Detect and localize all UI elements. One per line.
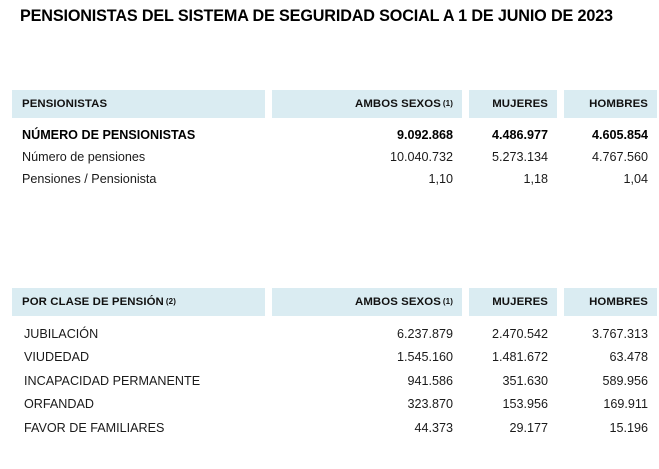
cell-mujeres: 29.177: [509, 420, 548, 435]
table-row: [12, 393, 650, 417]
cell-hombres: 589.956: [602, 373, 648, 388]
column-header-pensionistas: [12, 90, 265, 118]
cell-mujeres: 1.481.672: [491, 350, 548, 365]
clase-de-pension-table: [12, 288, 650, 440]
column-header-mujeres-label: MUJERES: [492, 98, 548, 110]
pensionistas-table: [12, 90, 650, 190]
column-header-ambos-sexos-label: AMBOS SEXOS: [355, 296, 441, 308]
column-header-clase-de-pension-label: POR CLASE DE PENSIÓN: [22, 296, 164, 308]
table-header-row: [12, 288, 650, 316]
cell-hombres: 4.767.560: [591, 150, 648, 164]
cell-ambos-sexos: 9.092.868: [396, 128, 453, 142]
cell-hombres: 15.196: [609, 420, 648, 435]
table-body: [12, 124, 650, 190]
cell-hombres: 63.478: [609, 350, 648, 365]
cell-ambos-sexos: 1.545.160: [396, 350, 453, 365]
column-header-hombres: [564, 90, 657, 118]
table-row: [12, 168, 650, 190]
column-header-hombres: [564, 288, 657, 316]
column-header-mujeres: [469, 288, 557, 316]
cell-ambos-sexos: 323.870: [407, 397, 453, 412]
cell-hombres: 3.767.313: [591, 326, 648, 341]
row-label: Pensiones / Pensionista: [22, 172, 157, 186]
cell-hombres: 169.911: [603, 397, 648, 412]
cell-ambos-sexos: 1,10: [428, 172, 453, 186]
cell-hombres: 1,04: [623, 172, 648, 186]
table-row: [12, 369, 650, 393]
page-title: PENSIONISTAS DEL SISTEMA DE SEGURIDAD SOCIAL A 1 DE JUNIO DE 2023: [20, 7, 613, 25]
table-row: [12, 416, 650, 440]
column-header-ambos-sexos-label: AMBOS SEXOS: [355, 98, 441, 110]
row-label: VIUDEDAD: [24, 350, 90, 365]
cell-mujeres: 4.486.977: [491, 128, 548, 142]
cell-mujeres: 5.273.134: [491, 150, 548, 164]
cell-ambos-sexos: 6.237.879: [396, 326, 453, 341]
row-label: INCAPACIDAD PERMANENTE: [24, 373, 201, 388]
table-row: [12, 146, 650, 168]
column-header-hombres-label: HOMBRES: [589, 296, 648, 308]
column-header-ambos-sexos: AMBOS SEXOS (1): [272, 288, 462, 316]
cell-ambos-sexos: 10.040.732: [389, 150, 453, 164]
column-header-pensionistas-label: PENSIONISTAS: [22, 98, 108, 110]
cell-mujeres: 153.956: [502, 397, 548, 412]
row-label: JUBILACIÓN: [24, 326, 99, 341]
row-label: Número de pensiones: [22, 150, 146, 164]
table-header-row: [12, 90, 650, 118]
row-label: FAVOR DE FAMILIARES: [24, 420, 165, 435]
table-body: [12, 322, 650, 440]
table-row: [12, 124, 650, 146]
cell-mujeres: 2.470.542: [491, 326, 548, 341]
column-header-hombres-label: HOMBRES: [589, 98, 648, 110]
row-label: NÚMERO DE PENSIONISTAS: [22, 128, 196, 142]
column-header-clase-de-pension: POR CLASE DE PENSIÓN (2): [12, 288, 265, 316]
cell-hombres: 4.605.854: [591, 128, 648, 142]
cell-mujeres: 1,18: [523, 172, 548, 186]
column-header-mujeres-label: MUJERES: [492, 296, 548, 308]
column-header-ambos-sexos: AMBOS SEXOS (1): [272, 90, 462, 118]
row-label: ORFANDAD: [24, 397, 94, 412]
cell-mujeres: 351.630: [502, 373, 548, 388]
table-row: [12, 322, 650, 346]
cell-ambos-sexos: 44.373: [414, 420, 453, 435]
column-header-mujeres: [469, 90, 557, 118]
cell-ambos-sexos: 941.586: [407, 373, 453, 388]
table-row: [12, 346, 650, 370]
